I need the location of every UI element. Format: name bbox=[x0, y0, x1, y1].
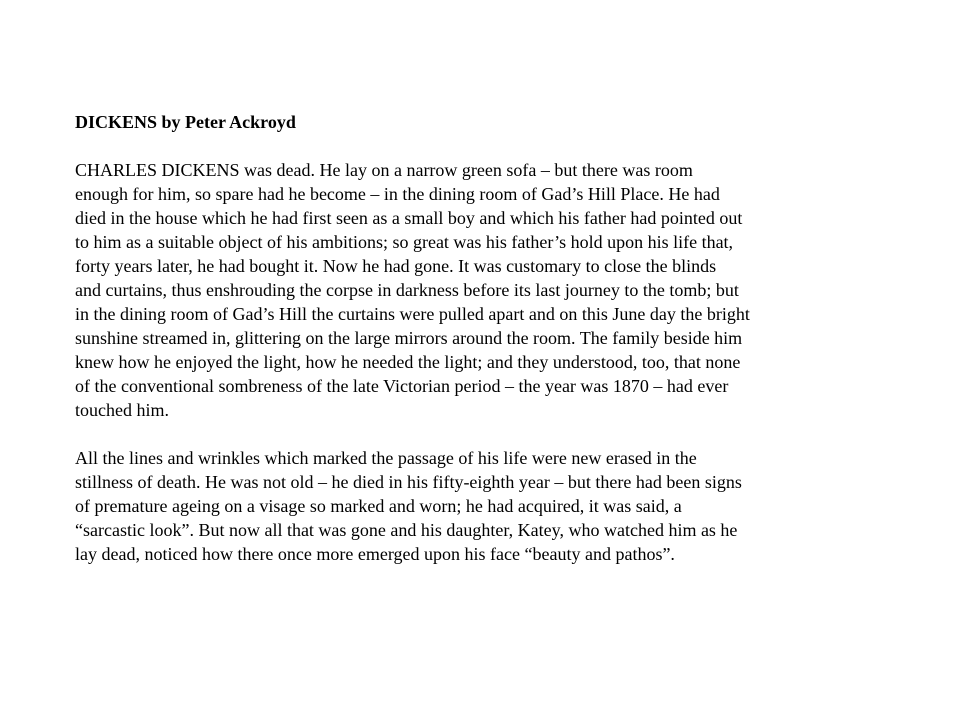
document-title: DICKENS by Peter Ackroyd bbox=[75, 112, 296, 132]
text-line: forty years later, he had bought it. Now he had gone. It was customary to close the blinds bbox=[75, 256, 717, 276]
text-line: lay dead, noticed how there once more emerged upon his face “beauty and pathos”. bbox=[75, 544, 675, 564]
text-line: touched him. bbox=[75, 400, 169, 420]
text-line: to him as a suitable object of his ambitions; so great was his father’s hold upon his life that, bbox=[75, 232, 734, 252]
paragraph-2 bbox=[75, 446, 895, 566]
text-line: knew how he enjoyed the light, how he needed the light; and they understood, too, that none bbox=[75, 352, 741, 372]
paragraph-1 bbox=[75, 158, 895, 422]
text-line: All the lines and wrinkles which marked the passage of his life were new erased in the bbox=[75, 448, 697, 468]
text-line: of premature ageing on a visage so marked and worn; he had acquired, it was said, a bbox=[75, 496, 682, 516]
text-line: died in the house which he had first seen as a small boy and which his father had pointed out bbox=[75, 208, 743, 228]
text-line: of the conventional sombreness of the late Victorian period – the year was 1870 – had ever bbox=[75, 376, 729, 396]
text-line: sunshine streamed in, glittering on the large mirrors around the room. The family beside him bbox=[75, 328, 743, 348]
text-line: stillness of death. He was not old – he died in his fifty-eighth year – but there had been signs bbox=[75, 472, 742, 492]
text-line: CHARLES DICKENS was dead. He lay on a narrow green sofa – but there was room bbox=[75, 160, 693, 180]
text-line: in the dining room of Gad’s Hill the curtains were pulled apart and on this June day the bright bbox=[75, 304, 750, 324]
text-line: “sarcastic look”. But now all that was gone and his daughter, Katey, who watched him as he bbox=[75, 520, 738, 540]
document-body bbox=[75, 110, 895, 566]
text-line: and curtains, thus enshrouding the corpse in darkness before its last journey to the tomb; but bbox=[75, 280, 739, 300]
text-line: enough for him, so spare had he become – in the dining room of Gad’s Hill Place. He had bbox=[75, 184, 720, 204]
